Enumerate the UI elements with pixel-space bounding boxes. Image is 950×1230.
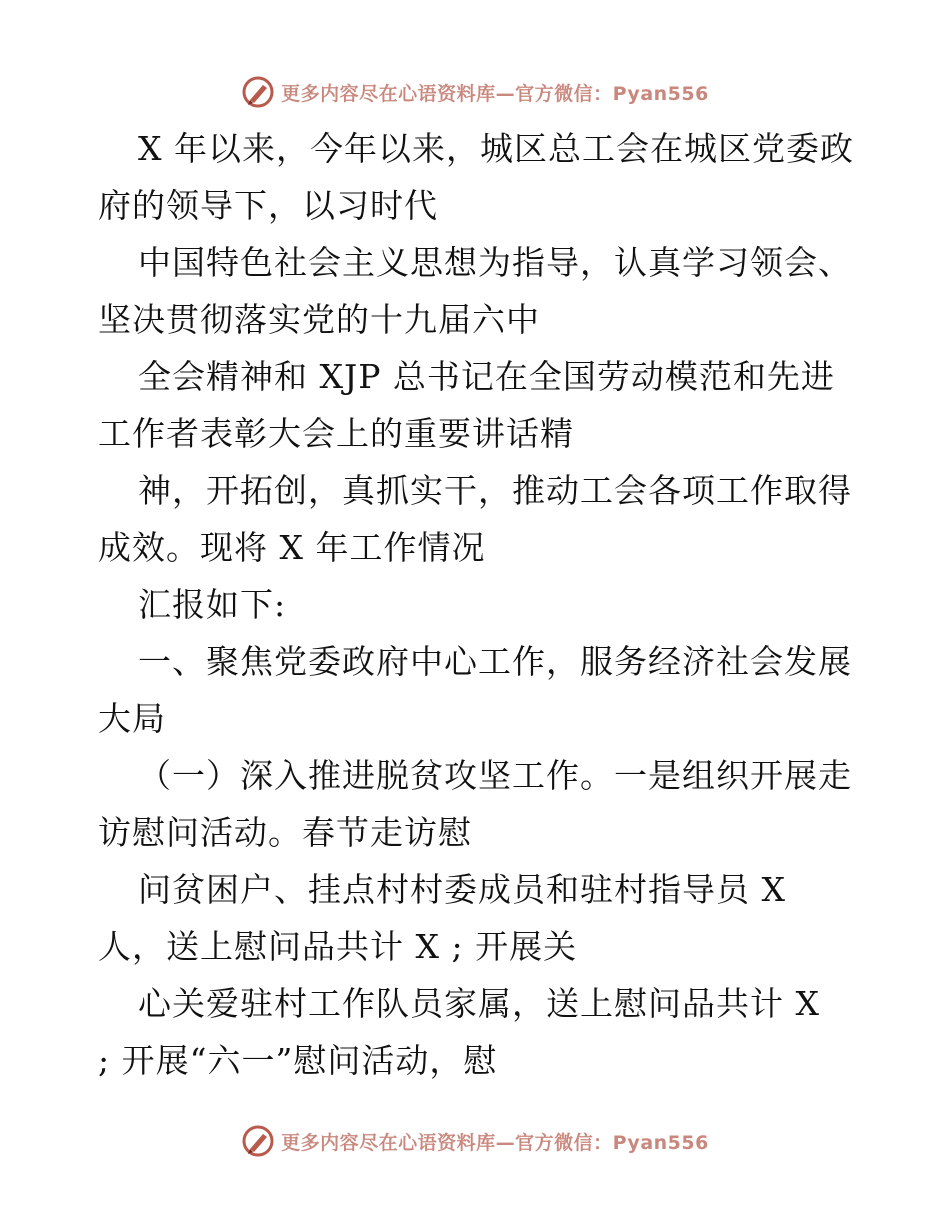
paragraph-line: ; 开展“六一”慰问活动，慰 [98, 1041, 498, 1080]
section-heading: 一、聚焦党委政府中心工作，服务经济社会发展 [138, 642, 852, 681]
watermark-text: 更多内容尽在心语资料库—官方微信：Pyan556 [281, 1131, 709, 1154]
paragraph-line: 问贫困户、挂点村村委成员和驻村指导员 X [138, 870, 786, 909]
section-heading: 大局 [98, 699, 166, 738]
paragraph-line: 神，开拓创，真抓实干，推动工会各项工作取得 [138, 471, 852, 510]
watermark-text: 更多内容尽在心语资料库—官方微信：Pyan556 [281, 82, 709, 105]
paragraph-line: 府的领导下，以习时代 [98, 186, 438, 225]
document-body [98, 120, 858, 1089]
paragraph-line: 工作者表彰大会上的重要讲话精 [98, 414, 574, 453]
footer-watermark [0, 1121, 950, 1161]
paragraph-line: 汇报如下: [138, 585, 287, 624]
paragraph-line: X 年以来，今年以来，城区总工会在城区党委政 [138, 129, 854, 168]
paragraph-line: 成效。现将 X 年工作情况 [98, 528, 486, 567]
paragraph-line: 人，送上慰问品共计 X ; 开展关 [98, 927, 578, 966]
paragraph-line: 全会精神和 XJP 总书记在全国劳动模范和先进 [138, 357, 835, 396]
header-watermark [0, 72, 950, 112]
subsection-line: （一）深入推进脱贫攻坚工作。一是组织开展走 [138, 756, 852, 795]
pen-logo-icon [241, 1124, 275, 1158]
pen-logo-icon [241, 75, 275, 109]
paragraph-line: 坚决贯彻落实党的十九届六中 [98, 300, 540, 339]
paragraph-line: 访慰问活动。春节走访慰 [98, 813, 472, 852]
paragraph-line: 中国特色社会主义思想为指导，认真学习领会、 [138, 243, 852, 282]
paragraph-line: 心关爱驻村工作队员家属，送上慰问品共计 X [138, 984, 820, 1023]
